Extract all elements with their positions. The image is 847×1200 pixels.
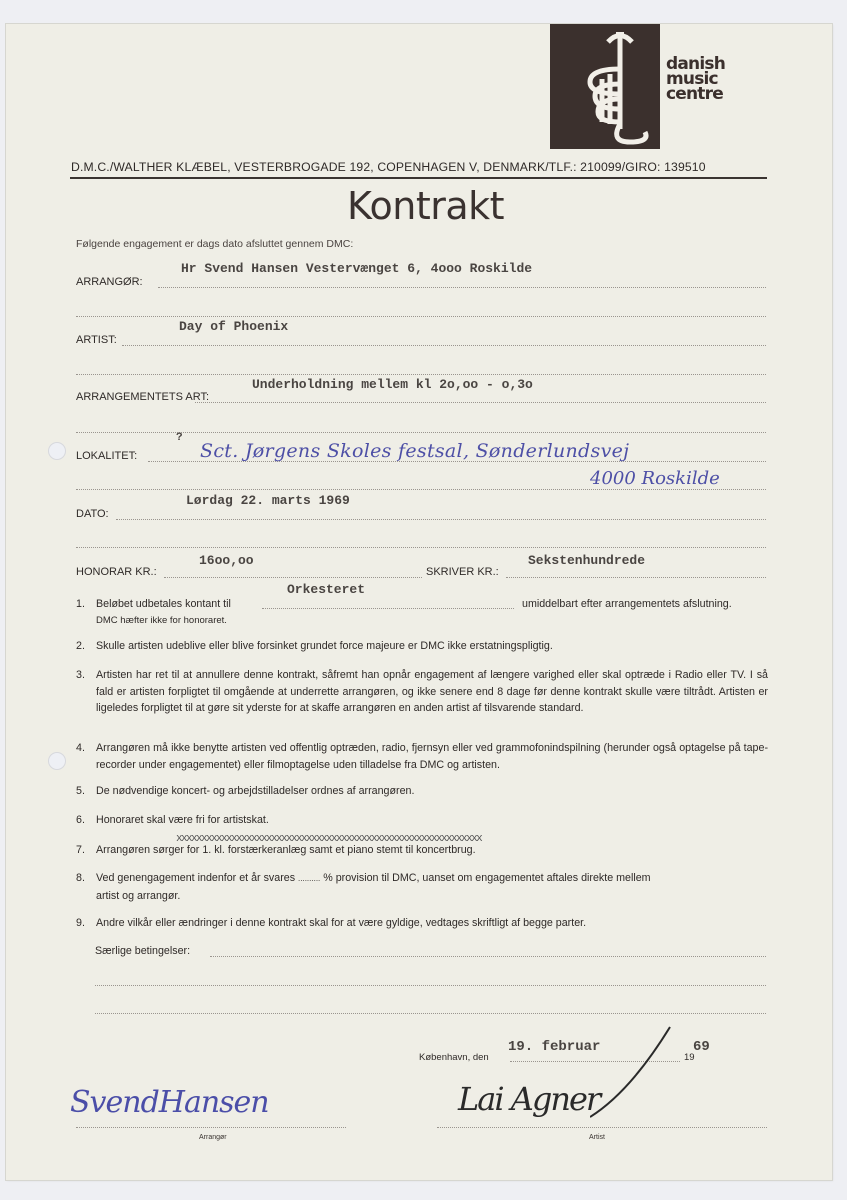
clause-8-text-before: Ved genengagement indenfor et år svares [96, 872, 296, 884]
special-conditions-label: Særlige betingelser: [95, 945, 191, 957]
clause-8 [76, 870, 768, 904]
signing-year-typed: 69 [693, 1039, 710, 1055]
clause-4 [76, 740, 768, 773]
clause-9-text: Andre vilkår eller ændringer i denne kontrakt skal for at være gyldige, vedtages skriftligt af begge parter. [96, 917, 587, 929]
punch-hole-top [48, 442, 66, 460]
clause-7-struck-text: for 1. kl. forstærkeranlæg samt et piano stemt til koncertbrug. [186, 844, 476, 856]
clause-number: 5. [76, 785, 85, 797]
special-conditions-line-1[interactable] [210, 956, 766, 957]
arrangor-value: Hr Svend Hansen Vestervænget 6, 4ooo Roskilde [181, 261, 533, 276]
clause-3-text: Artisten har ret til at annullere denne kontrakt, såfremt han opnår engagement af længere varighed eller skal optræde i Radio eller TV. I så fald er artisten forpligtet til omgående at underrette arrangøren, og ikke senere end 8 dage før denne kontrakt skulle være tiltrådt. Artisten er ligeledes forpligtet til at gøre sit yderste for at skaffe arrangøren en anden artist af tilsvarende standard. [96, 669, 768, 714]
skriver-line[interactable] [506, 577, 766, 578]
lokalitet-question-mark: ? [176, 432, 183, 444]
address-line: D.M.C./WALTHER KLÆBEL, VESTERBROGADE 192, COPENHAGEN V, DENMARK/TLF.: 210099/GIRO: 139510 [71, 160, 706, 174]
clause-7-text-before: Arrangøren sørger [96, 844, 184, 856]
clause-4-text: Arrangøren må ikke benytte artisten ved offentlig optræden, radio, fjernsyn eller ved grammofonindspilning (herunder også optagelse på tape-recorder under engagementet) eller filmoptagelse uden tilladelse fra DMC og artisten. [96, 742, 768, 771]
clause-1-text-after: umiddelbart efter arrangementets afslutning. [522, 598, 732, 610]
arrangor-label: ARRANGØR: [76, 276, 143, 288]
clause-number: 1. [76, 598, 85, 610]
signing-place-label: København, den [419, 1052, 489, 1063]
lokalitet-line-2[interactable] [76, 489, 766, 490]
clause-1-text-before: Beløbet udbetales kontant til [96, 598, 231, 610]
arrangementets-art-label: ARRANGEMENTETS ART: [76, 391, 210, 403]
arrangementets-art-line[interactable] [195, 402, 766, 403]
skriver-value: Sekstenhundrede [528, 553, 646, 568]
artist-line[interactable] [122, 345, 766, 346]
dmc-logo-box [550, 24, 660, 149]
clause-5 [76, 783, 768, 800]
logo-line-music: music [666, 69, 718, 89]
lokalitet-handwritten-line2: 4000 Roskilde [590, 468, 720, 489]
clause-8-line2: artist og arrangør. [96, 889, 181, 902]
clause-8-percent-blank[interactable]: .......... [298, 874, 321, 883]
special-conditions-line-3[interactable] [95, 1013, 766, 1014]
clause-5-text: De nødvendige koncert- og arbejdstilladelser ordnes af arrangøren. [96, 785, 415, 797]
clause-6-text: Honoraret skal være fri for artistskat. [96, 814, 269, 826]
clause-1-payee-value: Orkesteret [287, 582, 366, 597]
artist-signature: Lai Agner [458, 1080, 600, 1118]
signing-year-prefix: 19 [684, 1052, 695, 1063]
signing-date-typed: 19. februar [508, 1039, 601, 1055]
clause-9 [76, 915, 768, 932]
skriver-label: SKRIVER KR.: [426, 566, 499, 578]
artist-signature-stroke [590, 1022, 680, 1122]
dato-value: Lørdag 22. marts 1969 [186, 493, 350, 508]
clause-2-text: Skulle artisten udeblive eller blive forsinket grundet force majeure er DMC ikke erstatningspligtig. [96, 640, 553, 652]
clause-2 [76, 638, 768, 655]
artist-label: Artist [589, 1134, 605, 1141]
logo-wordmark [666, 54, 725, 104]
dato-line-2[interactable] [76, 547, 766, 548]
intro-text: Følgende engagement er dags dato afsluttet gennem DMC: [76, 238, 354, 250]
dato-line[interactable] [116, 519, 766, 520]
clause-number: 8. [76, 872, 85, 884]
honorar-line[interactable] [164, 577, 422, 578]
arranger-signature: SvendHansen [70, 1085, 269, 1120]
clause-number: 4. [76, 742, 85, 754]
clause-7-typed-strikeout: xxxxxxxxxxxxxxxxxxxxxxxxxxxxxxxxxxxxxxxxxxxxxxxxxxxxxxxxxxxxx [176, 833, 482, 845]
special-conditions-line-2[interactable] [95, 985, 766, 986]
clause-8-text-after: % provision til DMC, uanset om engagementet aftales direkte mellem [323, 872, 651, 884]
artist-signature-line[interactable] [437, 1127, 767, 1128]
arranger-signature-line[interactable] [76, 1127, 346, 1128]
logo-line-centre: centre [666, 84, 723, 104]
header-rule [70, 177, 767, 179]
honorar-label: HONORAR KR.: [76, 566, 157, 578]
logo-line-danish: danish [666, 54, 725, 74]
clause-1-line2: DMC hæfter ikke for honoraret. [96, 614, 227, 626]
arranger-label: Arrangør [199, 1134, 227, 1141]
clause-3 [76, 667, 768, 717]
clause-number: 3. [76, 669, 85, 681]
lokalitet-label: LOKALITET: [76, 450, 138, 462]
artist-value: Day of Phoenix [179, 319, 289, 334]
arrangementets-art-value: Underholdning mellem kl 2o,oo - o,3o [252, 377, 533, 392]
dato-label: DATO: [76, 508, 109, 520]
arrangor-line[interactable] [158, 287, 766, 288]
clause-number: 9. [76, 917, 85, 929]
arrangor-line-2[interactable] [76, 316, 766, 317]
lokalitet-handwritten-line1: Sct. Jørgens Skoles festsal, Sønderlundsvej [200, 440, 630, 462]
clause-6 [76, 812, 768, 829]
clause-number: 7. [76, 844, 85, 856]
clause-1-payee-line[interactable] [262, 608, 514, 609]
punch-hole-bottom [48, 752, 66, 770]
clause-number: 2. [76, 640, 85, 652]
artist-line-2[interactable] [76, 374, 766, 375]
page-title: Kontrakt [346, 184, 505, 228]
clause-1 [76, 596, 768, 629]
artist-label: ARTIST: [76, 334, 117, 346]
trumpet-clef-icon [550, 24, 660, 149]
clause-number: 6. [76, 814, 85, 826]
honorar-value: 16oo,oo [199, 553, 254, 568]
